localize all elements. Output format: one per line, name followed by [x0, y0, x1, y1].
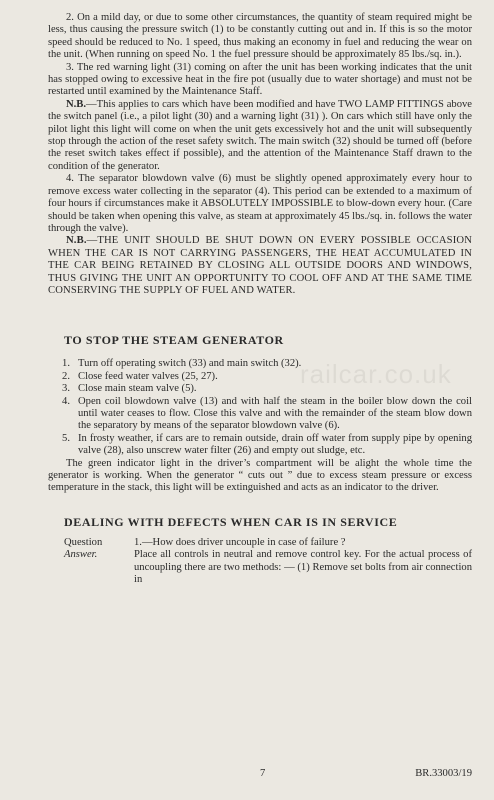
answer-text: Place all controls in neutral and remove control key. For the actual process of uncoupling there are two methods: — (1) Remove set bolts from air connection in: [134, 549, 472, 586]
step-number: 3.: [62, 383, 70, 395]
section-heading-defects: DEALING WITH DEFECTS WHEN CAR IS IN SERVICE: [64, 514, 398, 529]
step-text: Turn off operating switch (33) and main switch (32).: [78, 358, 302, 370]
page-number: 7: [260, 768, 266, 779]
page-footer: [0, 768, 494, 782]
paragraph-3: 3. The red warning light (31) coming on after the unit has been working indicates that the unit has stopped owing to excessive heat in the fire pot (usually due to water shortage) and must not be restarted until examined by the Maintenance Staff.: [48, 61, 472, 98]
list-item: [48, 433, 472, 458]
answer-label: Answer.: [64, 549, 98, 561]
list-item: [48, 371, 472, 383]
question-label: Question: [64, 536, 103, 548]
paragraph-4: 4. The separator blowdown valve (6) must be slightly opened approximately every hour to remove excess water collecting in the separator (4). This period can be extended to a maximum of four hours if circumstances make it ABSOLUTELY IMPOSSIBLE to blow-down every hour. (Care should be taken when opening this valve, as steam at approximately 45 lbs./sq. in. follows the water through the valve).: [48, 173, 472, 234]
step-number: 4.: [62, 395, 70, 407]
step-number: 5.: [62, 432, 70, 444]
stop-steps-list: [48, 358, 472, 457]
document-reference: BR.33003/19: [415, 768, 472, 779]
nb-label: N.B.: [66, 235, 87, 247]
nb-paragraph-1: [48, 99, 472, 173]
paragraph-2: 2. On a mild day, or due to some other circumstances, the quantity of steam required might be less, thus causing the pressure switch (1) to be constantly cutting out and in. If this is so the motor speed should be reduced to No. 1 speed, thus making an economy in fuel and reducing the wear on the unit. (When running on speed No. 1 the fuel pressure should be approximately 85 lbs./sq. in.).: [48, 12, 472, 61]
question-text: 1.—How does driver uncouple in case of failure ?: [134, 536, 346, 548]
step-text: Open coil blowdown valve (13) and with half the steam in the boiler blow down the coil until water ceases to flow. Close this valve and with the remainder of the steam blow down the separatory by means of the separator blowdown valve (6).: [78, 395, 472, 432]
section-heading-stop: TO STOP THE STEAM GENERATOR: [64, 333, 284, 348]
list-item: [48, 383, 472, 395]
step-text: Close feed water valves (25, 27).: [78, 370, 218, 382]
nb-label: N.B.: [66, 98, 87, 110]
closing-paragraph: The green indicator light in the driver’s compartment will be alight the whole time the generator is working. When the generator “ cuts out ” due to excess steam pressure or excess temperature in the stack, this light will be extinguished and acts as an indicator to the driver.: [48, 457, 472, 494]
question-row: [64, 537, 472, 549]
list-item: [48, 396, 472, 433]
step-text: In frosty weather, if cars are to remain outside, drain off water from supply pipe by opening valve (28), also unscrew water filter (26) and empty out sludge, etc.: [78, 432, 472, 457]
nb-paragraph-2: [48, 235, 472, 297]
nb-text: —THE UNIT SHOULD BE SHUT DOWN ON EVERY POSSIBLE OCCASION WHEN THE CAR IS NOT CARRYING PASSENGERS, THE HEAT ACCUMULATED IN THE CAR BEING RETAINED BY CLOSING ALL OUTSIDE DOORS AND WINDOWS, THUS GIVING THE UNIT AN OPPORTUNITY TO COOL OFF AND AT THE SAME TIME CONSERVING THE SUPPLY OF FUEL AND WATER.: [48, 235, 472, 296]
watermark: railcar.co.uk: [300, 359, 452, 389]
list-item: [48, 358, 472, 370]
nb-text: —This applies to cars which have been modified and have TWO LAMP FITTINGS above the switch panel (i.e., a pilot light (30) and a warning light (31) ). On cars which still have only the pilot light this light will come on when the unit gets excessively hot and the unit will subsequently stop through the action of the reset safety switch. The main switch (32) should be turned off (before the reset switch takes effect if possible), and the attention of the Maintenance Staff drawn to the condition of the generator.: [48, 98, 472, 172]
step-number: 1.: [62, 358, 70, 370]
step-text: Close main steam valve (5).: [78, 383, 197, 395]
answer-row: [64, 549, 472, 586]
step-number: 2.: [62, 370, 70, 382]
